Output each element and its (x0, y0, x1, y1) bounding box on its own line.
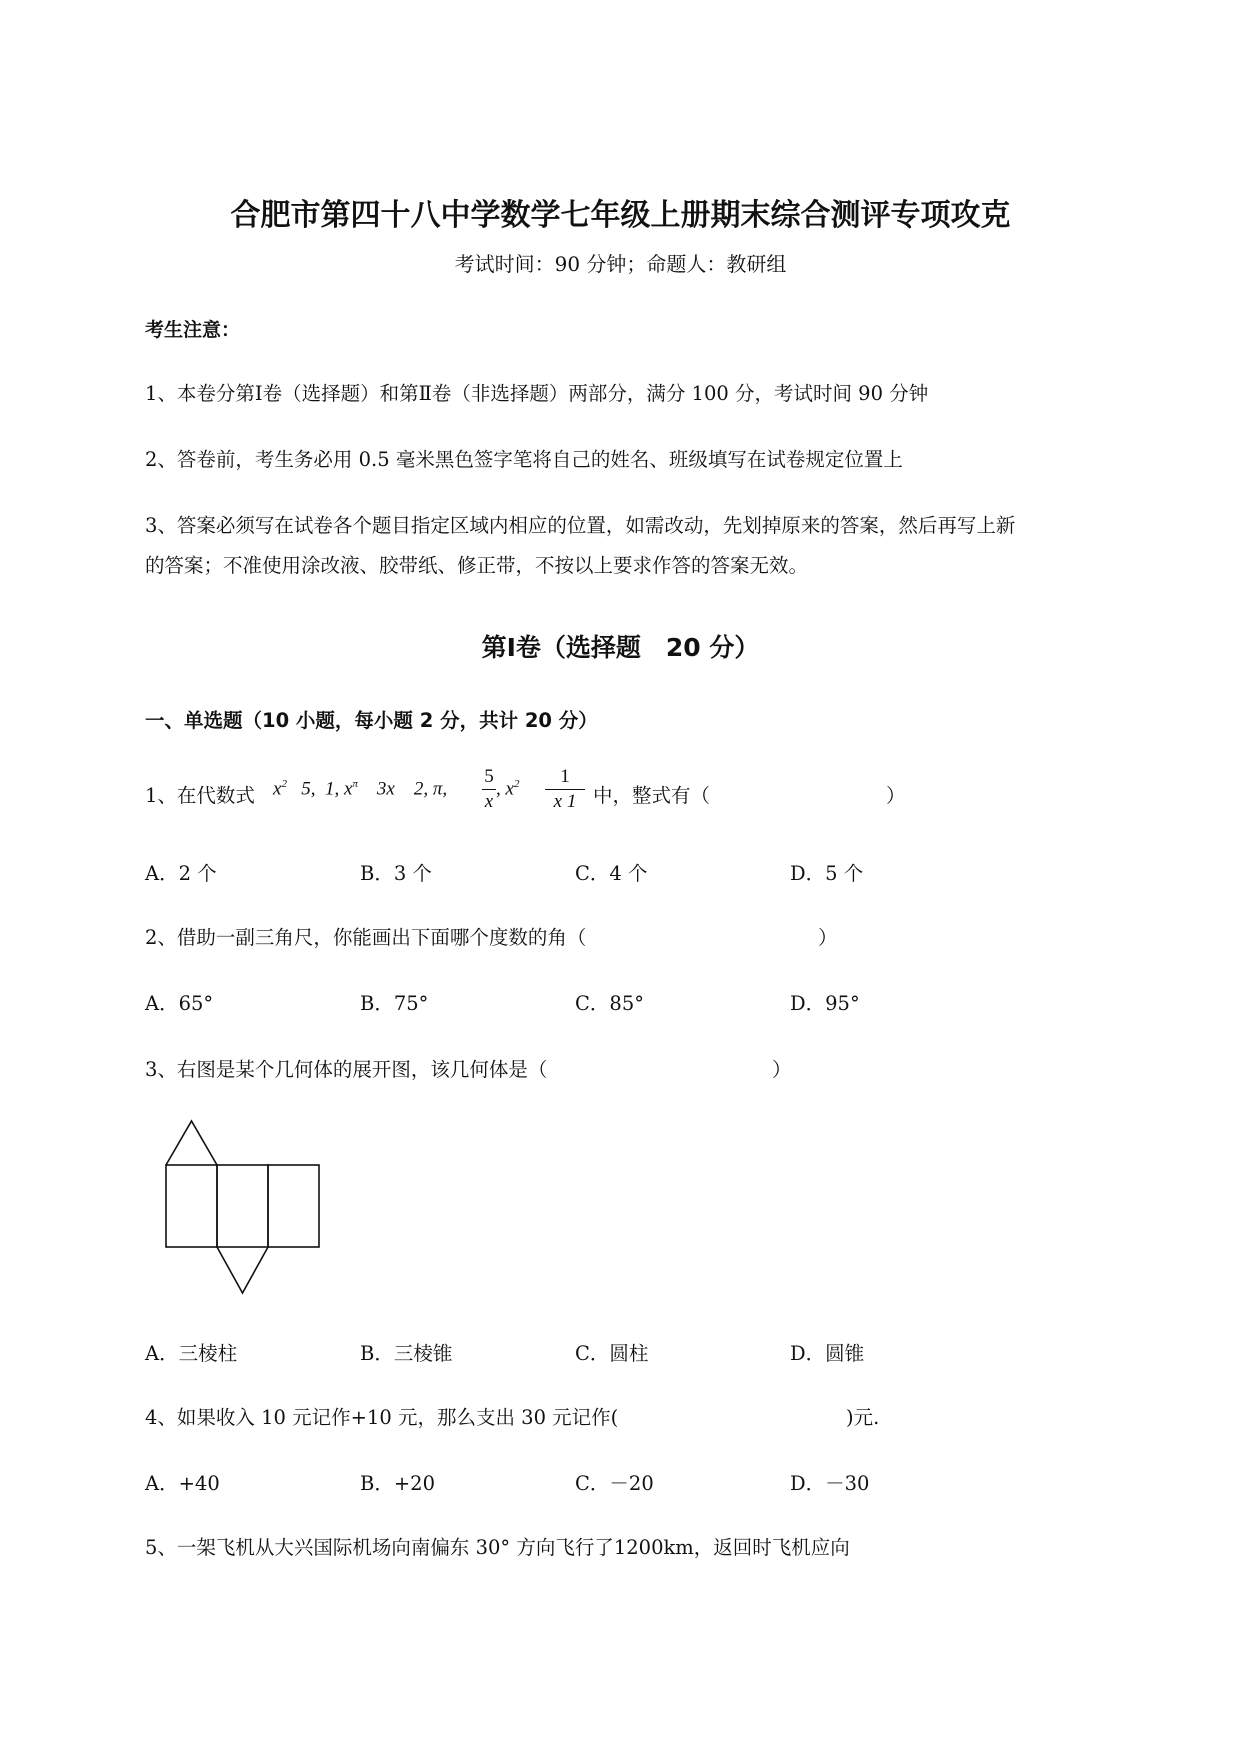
fraction-denominator: x (484, 791, 494, 812)
option-b[interactable]: B．+20 (360, 1472, 435, 1495)
option-c[interactable]: C．圆柱 (575, 1342, 649, 1365)
expr-term: 2, π, (413, 778, 448, 800)
page-title: 合肥市第四十八中学数学七年级上册期末综合测评专项攻克 (230, 198, 1011, 233)
option-b[interactable]: B．三棱锥 (360, 1342, 453, 1365)
expr-term: 3x (376, 778, 395, 800)
option-a[interactable]: A．+40 (145, 1472, 220, 1495)
answer-paren-close: ） (886, 784, 906, 807)
option-d[interactable]: D．5 个 (790, 862, 864, 885)
option-d[interactable]: D．圆锥 (790, 1342, 865, 1365)
question-1-prefix: 1、在代数式 (145, 784, 255, 807)
expr-term: , x (496, 778, 514, 800)
question-1-expr (273, 778, 447, 800)
option-b[interactable]: B．75° (360, 992, 429, 1015)
answer-paren-close: ） (818, 926, 838, 949)
expr-term: 5, (301, 778, 316, 800)
fraction-numerator: 1 (560, 766, 570, 787)
option-a[interactable]: A．三棱柱 (145, 1342, 238, 1365)
expr-exponent: π (352, 778, 358, 790)
question-1-suffix: 中，整式有（ (593, 784, 711, 807)
exam-info: 考试时间：90 分钟；命题人：教研组 (454, 252, 787, 276)
question-5: 5、一架飞机从大兴国际机场向南偏东 30° 方向飞行了1200km，返回时飞机应向 (145, 1536, 850, 1559)
notice-item-2: 2、答卷前，考生务必用 0.5 毫米黑色签字笔将自己的姓名、班级填写在试卷规定位置上 (145, 448, 903, 471)
section-title: 第Ⅰ卷（选择题 20 分） (481, 633, 760, 662)
option-d[interactable]: D．－30 (790, 1472, 870, 1495)
net-face-2 (217, 1165, 268, 1247)
prism-net-figure (160, 1115, 330, 1305)
expr-exponent: 2 (513, 778, 520, 790)
fraction-5-over-x (482, 766, 496, 813)
expr-term: x (273, 778, 282, 800)
part-heading: 一、单选题（10 小题，每小题 2 分，共计 20 分） (145, 709, 598, 732)
expr-exponent: 2 (281, 778, 287, 790)
question-3: 3、右图是某个几何体的展开图，该几何体是（ (145, 1058, 548, 1081)
option-d[interactable]: D．95° (790, 992, 860, 1015)
question-1-expr-2 (496, 778, 519, 800)
notice-heading: 考生注意： (145, 319, 241, 341)
option-b[interactable]: B．3 个 (360, 862, 432, 885)
answer-paren-close: ） (772, 1058, 792, 1081)
expr-term: 1, x (324, 778, 353, 800)
fraction-denominator: x 1 (553, 791, 577, 812)
notice-item-1: 1、本卷分第Ⅰ卷（选择题）和第Ⅱ卷（非选择题）两部分，满分 100 分，考试时间 90 分钟 (145, 382, 929, 405)
option-a[interactable]: A．2 个 (145, 862, 217, 885)
question-2: 2、借助一副三角尺，你能画出下面哪个度数的角（ (145, 926, 587, 949)
question-4: 4、如果收入 10 元记作+10 元，那么支出 30 元记作( (145, 1406, 619, 1429)
fraction-bar (545, 789, 585, 790)
option-c[interactable]: C．85° (575, 992, 644, 1015)
option-a[interactable]: A．65° (145, 992, 214, 1015)
net-face-1 (166, 1165, 217, 1247)
answer-paren-close: )元. (846, 1406, 880, 1429)
fraction-1-over-x-1 (545, 766, 585, 813)
notice-item-3: 3、答案必须写在试卷各个题目指定区域内相应的位置，如需改动，先划掉原来的答案，然后再写上新 (145, 514, 1016, 537)
net-triangle-bottom (217, 1247, 268, 1293)
option-c[interactable]: C．4 个 (575, 862, 648, 885)
fraction-numerator: 5 (484, 766, 494, 787)
fraction-bar (482, 789, 496, 790)
net-face-3 (268, 1165, 319, 1247)
notice-item-3-cont: 的答案；不准使用涂改液、胶带纸、修正带，不按以上要求作答的答案无效。 (145, 554, 809, 577)
net-triangle-top (166, 1121, 217, 1165)
option-c[interactable]: C．－20 (575, 1472, 654, 1495)
